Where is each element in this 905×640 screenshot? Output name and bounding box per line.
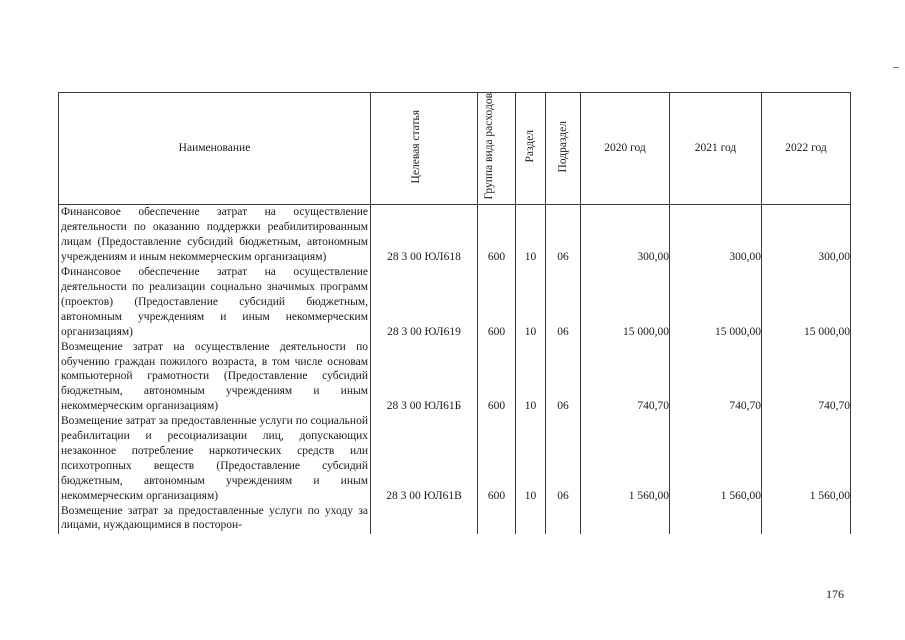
- row-section: 10: [516, 340, 546, 415]
- table-row-partial: [59, 504, 851, 534]
- row-amount-2022: 300,00: [762, 205, 851, 265]
- header-year-2022: [762, 93, 851, 205]
- row-target-code: 28 3 00 ЮЛ619: [371, 265, 478, 340]
- row-amount-2021: [670, 504, 762, 534]
- header-year-2021-label: 2021 год: [694, 142, 737, 155]
- table-header-row: [59, 93, 851, 205]
- table-row: [59, 340, 851, 415]
- row-target-code: 28 3 00 ЮЛ61Б: [371, 340, 478, 415]
- row-subsection: [546, 504, 581, 534]
- row-amount-2020: 1 560,00: [581, 414, 670, 503]
- budget-table: [58, 92, 851, 534]
- row-name: Возмещение затрат за предоставленные услуги по социальной реабилитации и ресоциализации лиц, допускающих незаконное потребление наркотических средств или психотропных веществ (Предоставление субсидий бюджетным, автономным учреждениям и иным некоммерческим организациям): [59, 414, 371, 503]
- row-amount-2022: 15 000,00: [762, 265, 851, 340]
- row-amount-2021: 15 000,00: [670, 265, 762, 340]
- row-amount-2020: 15 000,00: [581, 265, 670, 340]
- row-amount-2022: 1 560,00: [762, 414, 851, 503]
- row-amount-2020: [581, 504, 670, 534]
- header-subsection-label: Подраздел: [556, 120, 569, 172]
- page-number: 176: [826, 587, 844, 601]
- row-name: Финансовое обеспечение затрат на осуществление деятельности по оказанию поддержки реабилитированным лицам (Предоставление субсидий бюджетным, автономным учреждениям и иным некоммерческим организациям): [59, 205, 371, 265]
- table-row: [59, 205, 851, 265]
- header-name-label: Наименование: [178, 142, 251, 155]
- row-expense-group: 600: [478, 205, 516, 265]
- row-amount-2020: 300,00: [581, 205, 670, 265]
- header-expense-group-label: Группа вида расходов: [482, 93, 495, 200]
- row-expense-group: 600: [478, 414, 516, 503]
- row-expense-group: 600: [478, 265, 516, 340]
- header-name: [59, 93, 371, 205]
- row-target-code: 28 3 00 ЮЛ61В: [371, 414, 478, 503]
- edge-mark: [893, 67, 899, 68]
- row-subsection: 06: [546, 414, 581, 503]
- header-subsection: [546, 93, 581, 205]
- row-amount-2022: 740,70: [762, 340, 851, 415]
- row-section: 10: [516, 414, 546, 503]
- row-subsection: 06: [546, 265, 581, 340]
- header-target-article-label: Целевая статья: [410, 109, 422, 183]
- row-expense-group: [478, 504, 516, 534]
- row-amount-2021: 300,00: [670, 205, 762, 265]
- row-amount-2022: [762, 504, 851, 534]
- row-section: [516, 504, 546, 534]
- row-amount-2020: 740,70: [581, 340, 670, 415]
- row-section: 10: [516, 265, 546, 340]
- header-target-article: [371, 93, 478, 205]
- row-amount-2021: 740,70: [670, 340, 762, 415]
- header-year-2022-label: 2022 год: [785, 142, 827, 155]
- header-section-label: Раздел: [524, 130, 536, 163]
- row-subsection: 06: [546, 205, 581, 265]
- row-expense-group: 600: [478, 340, 516, 415]
- row-name: Возмещение затрат за предоставленные услуги по уходу за лицами, нуждающимися в посторон-: [59, 504, 371, 534]
- table-row: [59, 265, 851, 340]
- header-year-2020-label: 2020 год: [604, 142, 646, 155]
- row-target-code: [371, 504, 478, 534]
- row-section: 10: [516, 205, 546, 265]
- header-year-2020: [581, 93, 670, 205]
- row-name: Финансовое обеспечение затрат на осуществление деятельности по реализации социально значимых программ (проектов) (Предоставление субсидий бюджетным, автономным учреждениям и иным некоммерческим организациям): [59, 265, 371, 340]
- row-amount-2021: 1 560,00: [670, 414, 762, 503]
- header-year-2021: [670, 93, 762, 205]
- table-row: [59, 414, 851, 503]
- row-target-code: 28 3 00 ЮЛ618: [371, 205, 478, 265]
- header-section: [516, 93, 546, 205]
- header-expense-group: [478, 93, 516, 205]
- row-name: Возмещение затрат на осуществление деятельности по обучению граждан пожилого возраста, в том числе основам компьютерной грамотности (Предоставление субсидий бюджетным, автономным учреждениям и иным некоммерческим организациям): [59, 340, 371, 415]
- row-subsection: 06: [546, 340, 581, 415]
